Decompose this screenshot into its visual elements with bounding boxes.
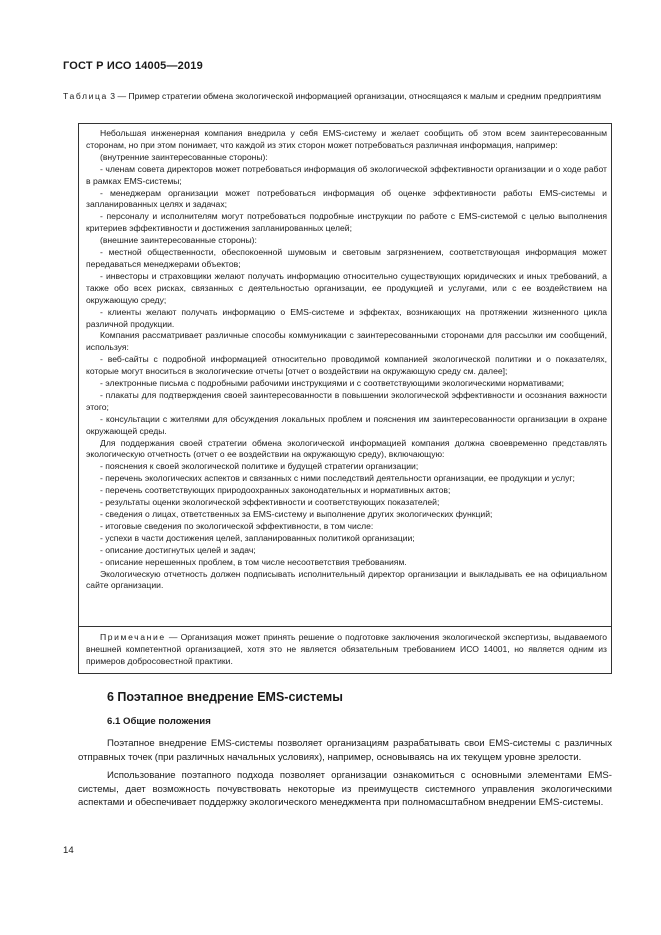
table-line: Компания рассматривает различные способы коммуникации с заинтересованными сторонами для рассылки им сообщений, используя: [86,330,607,353]
table-line: - итоговые сведения по экологической эффективности, в том числе: [100,520,374,531]
table-note-label: Примечание [100,632,166,642]
table-line: Экологическую отчетность должен подписывать исполнительный директор организации и выкладывать ее на официальном сайте организации. [86,568,607,591]
table-note-text: — Организация может принять решение о подготовке заключения экологической экспертизы, выдаваемого внешней компетентной организацией, хотя это не является обязательным требованием ИСО 14001, но является одним из примеров добросовестной практики. [86,632,607,666]
table-note-divider [78,626,612,627]
table-line: - менеджерам организации может потребоваться информация об оценке эффективности работы EMS-системы и запланированных целях и задачах; [86,187,607,210]
table-line: - консультации с жителями для обсуждения локальных проблем и пояснения им заинтересованности организации в охране окружающей среды. [86,413,607,436]
table-line: (внутренние заинтересованные стороны): [100,151,268,162]
example-table-body [86,128,607,592]
table-line: - клиенты желают получать информацию о EMS-системе и эффектах, возникающих на протяжении жизненного цикла различной продукции. [86,306,607,329]
page-header: ГОСТ Р ИСО 14005—2019 [63,60,203,72]
table-caption [63,91,613,103]
table-line: - местной общественности, обеспокоенной шумовым и световым загрязнением, соответствующая информация может передаваться менеджерами объектов; [86,247,607,269]
subsection-heading: 6.1 Общие положения [107,716,211,727]
table-caption-text: — Пример стратегии обмена экологической информацией организации, относящаяся к малым и средним предприятиям [117,91,602,101]
table-caption-number: 3 [110,91,116,101]
table-line: - успехи в части достижения целей, запланированных политикой организации; [100,532,415,543]
table-line: - результаты оценки экологической эффективности и соответствующих показателей; [100,497,440,508]
page-number: 14 [63,845,74,856]
section-body [78,737,612,810]
table-line: - инвесторы и страховщики желают получать информацию относительно существующих юридических и иных требований, а также обо всех рисках, связанных с деятельностью организации, ее продукцией и услугами, или с ее воздействием на окружающую среду; [86,270,607,305]
table-line: (внешние заинтересованные стороны): [100,235,257,246]
table-line: - пояснения к своей экологической политике и будущей стратегии организации; [100,461,419,472]
body-paragraph: Поэтапное внедрение EMS-системы позволяет организациям разрабатывать свои EMS-системы с различных отправных точек (при различных начальных условиях), например, основываясь на их текущем уровне зрелости. [78,738,612,763]
section-heading: 6 Поэтапное внедрение EMS-системы [107,690,343,704]
table-line: - электронные письма с подробными рабочими инструкциями и с соответствующими экологическими нормативами; [100,378,565,389]
table-line: - плакаты для подтверждения своей заинтересованности в повышении экологической эффективности и осознания важности этого; [86,389,607,412]
table-line: - описание нерешенных проблем, в том числе несоответствия требованиям. [100,556,407,567]
table-line: - веб-сайты с подробной информацией относительно проводимой компанией экологической политики и о показателях, которые могут вноситься в экологические отчеты [отчет о воздействии на окружающую среду см. далее]; [86,354,607,377]
table-line: Для поддержания своей стратегии обмена экологической информацией компания должна своевременно представлять экологическую отчетность (отчет о ее воздействии на окружающую среду), включающую: [86,437,607,460]
table-line: Небольшая инженерная компания внедрила у себя EMS-систему и желает сообщить об этом всем заинтересованным сторонам, но при этом понимает, что каждой из этих сторон может потребоваться различная информация, например: [86,128,607,150]
table-line: - перечень соответствующих природоохранных законодательных и нормативных актов; [100,485,451,496]
body-paragraph: Использование поэтапного подхода позволяет организации ознакомиться с основными элементами EMS-системы, дает возможность почувствовать некоторые из преимуществ системного управления экологическими аспектами и обеспечивает поддержку экологического менеджмента при полномасштабном внедрении EMS-системы. [78,770,612,808]
table-note [86,632,607,668]
table-line: - перечень экологических аспектов и связанных с ними последствий деятельности организации, ее продукции и услуг; [100,473,575,484]
table-line: - членам совета директоров может потребоваться информация об экологической эффективности организации и о ходе работ в рамках EMS-системы; [86,163,607,186]
table-line: - сведения о лицах, ответственных за EMS-систему и выполнение других экологических функций; [100,509,493,519]
table-line: - описание достигнутых целей и задач; [100,544,256,555]
table-caption-label: Таблица [63,91,108,101]
table-line: - персоналу и исполнителям могут потребоваться подробные инструкции по работе с EMS-системой с целью выполнения критериев эффективности и достижения запланированных целей; [86,211,607,234]
